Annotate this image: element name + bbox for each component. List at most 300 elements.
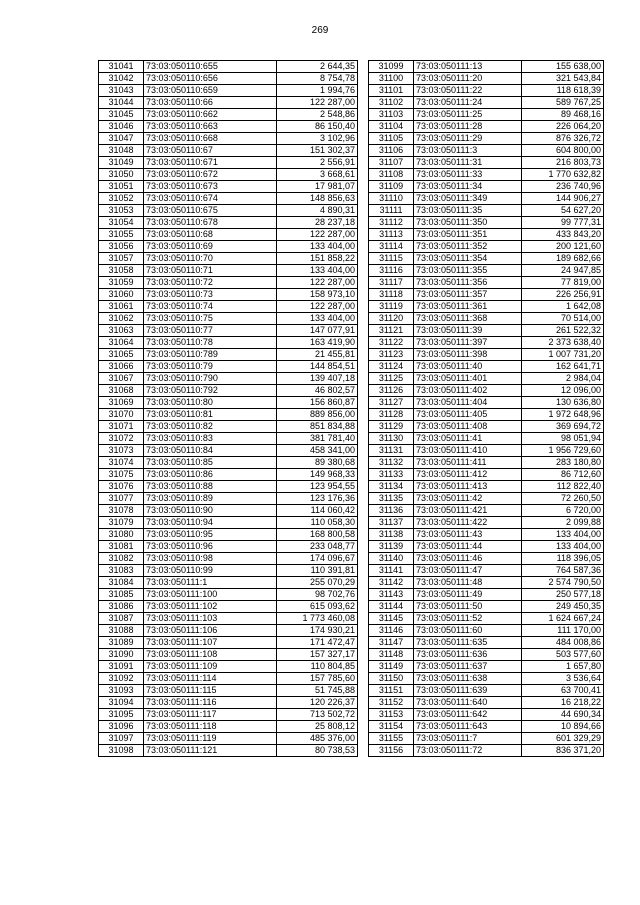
table-row [369, 133, 604, 145]
row-number: 31136 [369, 505, 414, 517]
cadastral-number: 73:03:050111:355 [414, 265, 522, 277]
row-number: 31054 [99, 217, 144, 229]
cadastral-number: 73:03:050110:99 [144, 565, 277, 577]
row-number: 31084 [99, 577, 144, 589]
cadastral-value: 114 060,42 [277, 505, 358, 517]
table-row [369, 721, 604, 733]
cadastral-value: 98 702,76 [277, 589, 358, 601]
table-row [99, 529, 358, 541]
cadastral-number: 73:03:050111:35 [414, 205, 522, 217]
row-number: 31139 [369, 541, 414, 553]
cadastral-number: 73:03:050111:118 [144, 721, 277, 733]
cadastral-number: 73:03:050111:398 [414, 349, 522, 361]
cadastral-value: 876 326,72 [522, 133, 604, 145]
table-row [99, 421, 358, 433]
table-row [369, 577, 604, 589]
cadastral-number: 73:03:050111:404 [414, 397, 522, 409]
cadastral-number: 73:03:050110:655 [144, 61, 277, 73]
row-number: 31080 [99, 529, 144, 541]
row-number: 31071 [99, 421, 144, 433]
row-number: 31123 [369, 349, 414, 361]
cadastral-value: 889 856,00 [277, 409, 358, 421]
cadastral-number: 73:03:050111:22 [414, 85, 522, 97]
row-number: 31113 [369, 229, 414, 241]
table-row [99, 553, 358, 565]
cadastral-number: 73:03:050111:60 [414, 625, 522, 637]
table-row [99, 457, 358, 469]
table-row [369, 385, 604, 397]
row-number: 31133 [369, 469, 414, 481]
cadastral-number: 73:03:050110:86 [144, 469, 277, 481]
table-row [99, 745, 358, 757]
table-row [99, 445, 358, 457]
cadastral-value: 155 638,00 [522, 61, 604, 73]
cadastral-value: 77 819,00 [522, 277, 604, 289]
row-number: 31153 [369, 709, 414, 721]
table-row [99, 625, 358, 637]
cadastral-value: 261 522,32 [522, 325, 604, 337]
table-row [369, 649, 604, 661]
row-number: 31105 [369, 133, 414, 145]
table-row [369, 397, 604, 409]
row-number: 31100 [369, 73, 414, 85]
table-row [99, 325, 358, 337]
row-number: 31126 [369, 385, 414, 397]
row-number: 31065 [99, 349, 144, 361]
cadastral-number: 73:03:050111:356 [414, 277, 522, 289]
cadastral-value: 133 404,00 [522, 541, 604, 553]
cadastral-value: 17 981,07 [277, 181, 358, 193]
row-number: 31147 [369, 637, 414, 649]
table-row [99, 289, 358, 301]
cadastral-number: 73:03:050111:361 [414, 301, 522, 313]
cadastral-value: 764 587,36 [522, 565, 604, 577]
table-row [369, 661, 604, 673]
cadastral-number: 73:03:050110:71 [144, 265, 277, 277]
row-number: 31101 [369, 85, 414, 97]
cadastral-number: 73:03:050111:421 [414, 505, 522, 517]
table-row [369, 685, 604, 697]
cadastral-value: 133 404,00 [277, 313, 358, 325]
cadastral-value: 86 150,40 [277, 121, 358, 133]
table-row [369, 541, 604, 553]
row-number: 31073 [99, 445, 144, 457]
table-row [369, 265, 604, 277]
row-number: 31060 [99, 289, 144, 301]
cadastral-value: 1 624 667,24 [522, 613, 604, 625]
cadastral-number: 73:03:050110:671 [144, 157, 277, 169]
cadastral-number: 73:03:050110:90 [144, 505, 277, 517]
row-number: 31041 [99, 61, 144, 73]
cadastral-number: 73:03:050111:352 [414, 241, 522, 253]
row-number: 31043 [99, 85, 144, 97]
table-row [99, 265, 358, 277]
table-row [99, 205, 358, 217]
row-number: 31092 [99, 673, 144, 685]
row-number: 31053 [99, 205, 144, 217]
cadastral-number: 73:03:050110:77 [144, 325, 277, 337]
cadastral-value: 63 700,41 [522, 685, 604, 697]
table-row [369, 337, 604, 349]
row-number: 31097 [99, 733, 144, 745]
cadastral-number: 73:03:050110:789 [144, 349, 277, 361]
cadastral-number: 73:03:050111:117 [144, 709, 277, 721]
cadastral-value: 123 176,36 [277, 493, 358, 505]
table-row [369, 241, 604, 253]
row-number: 31096 [99, 721, 144, 733]
row-number: 31121 [369, 325, 414, 337]
cadastral-number: 73:03:050110:81 [144, 409, 277, 421]
cadastral-number: 73:03:050110:85 [144, 457, 277, 469]
table-row [369, 217, 604, 229]
table-row [99, 61, 358, 73]
cadastral-value: 24 947,85 [522, 265, 604, 277]
table-row [369, 181, 604, 193]
cadastral-value: 250 577,18 [522, 589, 604, 601]
cadastral-value: 4 890,31 [277, 205, 358, 217]
cadastral-number: 73:03:050111:49 [414, 589, 522, 601]
table-row [99, 349, 358, 361]
table-row [369, 433, 604, 445]
table-row [99, 709, 358, 721]
row-number: 31151 [369, 685, 414, 697]
cadastral-value: 433 843,20 [522, 229, 604, 241]
row-number: 31145 [369, 613, 414, 625]
cadastral-value: 601 329,29 [522, 733, 604, 745]
cadastral-value: 851 834,88 [277, 421, 358, 433]
row-number: 31142 [369, 577, 414, 589]
table-row [99, 577, 358, 589]
row-number: 31070 [99, 409, 144, 421]
cadastral-number: 73:03:050111:41 [414, 433, 522, 445]
table-row [369, 529, 604, 541]
cadastral-number: 73:03:050110:792 [144, 385, 277, 397]
row-number: 31125 [369, 373, 414, 385]
cadastral-number: 73:03:050111:411 [414, 457, 522, 469]
cadastral-value: 503 577,60 [522, 649, 604, 661]
table-row [99, 313, 358, 325]
cadastral-number: 73:03:050111:106 [144, 625, 277, 637]
row-number: 31056 [99, 241, 144, 253]
cadastral-value: 149 968,33 [277, 469, 358, 481]
row-number: 31127 [369, 397, 414, 409]
row-number: 31146 [369, 625, 414, 637]
cadastral-value: 112 822,40 [522, 481, 604, 493]
cadastral-number: 73:03:050111:107 [144, 637, 277, 649]
row-number: 31049 [99, 157, 144, 169]
row-number: 31045 [99, 109, 144, 121]
row-number: 31081 [99, 541, 144, 553]
cadastral-number: 73:03:050110:673 [144, 181, 277, 193]
cadastral-number: 73:03:050110:67 [144, 145, 277, 157]
table-row [99, 493, 358, 505]
cadastral-value: 151 302,37 [277, 145, 358, 157]
cadastral-number: 73:03:050111:24 [414, 97, 522, 109]
cadastral-number: 73:03:050111:422 [414, 517, 522, 529]
table-row [99, 193, 358, 205]
table-row [99, 337, 358, 349]
row-number: 31152 [369, 697, 414, 709]
cadastral-number: 73:03:050111:402 [414, 385, 522, 397]
cadastral-value: 2 099,88 [522, 517, 604, 529]
cadastral-value: 139 407,18 [277, 373, 358, 385]
table-row [369, 121, 604, 133]
cadastral-number: 73:03:050111:637 [414, 661, 522, 673]
table-row [369, 157, 604, 169]
table-row [369, 229, 604, 241]
row-number: 31077 [99, 493, 144, 505]
row-number: 31048 [99, 145, 144, 157]
cadastral-number: 73:03:050110:80 [144, 397, 277, 409]
row-number: 31108 [369, 169, 414, 181]
row-number: 31114 [369, 241, 414, 253]
row-number: 31109 [369, 181, 414, 193]
cadastral-number: 73:03:050111:397 [414, 337, 522, 349]
cadastral-number: 73:03:050111:7 [414, 733, 522, 745]
cadastral-value: 10 894,66 [522, 721, 604, 733]
cadastral-number: 73:03:050111:412 [414, 469, 522, 481]
row-number: 31140 [369, 553, 414, 565]
cadastral-value: 89 468,16 [522, 109, 604, 121]
cadastral-value: 118 396,05 [522, 553, 604, 565]
row-number: 31087 [99, 613, 144, 625]
table-row [369, 373, 604, 385]
cadastral-value: 836 371,20 [522, 745, 604, 757]
cadastral-number: 73:03:050111:39 [414, 325, 522, 337]
table-row [99, 361, 358, 373]
cadastral-number: 73:03:050111:410 [414, 445, 522, 457]
cadastral-value: 110 804,85 [277, 661, 358, 673]
cadastral-value: 1 657,80 [522, 661, 604, 673]
cadastral-value: 99 777,31 [522, 217, 604, 229]
cadastral-number: 73:03:050111:121 [144, 745, 277, 757]
row-number: 31154 [369, 721, 414, 733]
cadastral-value: 3 102,96 [277, 133, 358, 145]
row-number: 31075 [99, 469, 144, 481]
row-number: 31130 [369, 433, 414, 445]
cadastral-number: 73:03:050111:638 [414, 673, 522, 685]
table-row [99, 217, 358, 229]
cadastral-value: 713 502,72 [277, 709, 358, 721]
table-row [369, 745, 604, 757]
cadastral-value: 144 854,51 [277, 361, 358, 373]
table-row [369, 613, 604, 625]
row-number: 31076 [99, 481, 144, 493]
cadastral-value: 381 781,40 [277, 433, 358, 445]
table-row [369, 277, 604, 289]
table-row [99, 613, 358, 625]
cadastral-number: 73:03:050110:79 [144, 361, 277, 373]
row-number: 31089 [99, 637, 144, 649]
row-number: 31095 [99, 709, 144, 721]
cadastral-number: 73:03:050110:68 [144, 229, 277, 241]
cadastral-number: 73:03:050111:43 [414, 529, 522, 541]
cadastral-number: 73:03:050111:102 [144, 601, 277, 613]
cadastral-value: 122 287,00 [277, 277, 358, 289]
table-row [99, 277, 358, 289]
row-number: 31132 [369, 457, 414, 469]
row-number: 31068 [99, 385, 144, 397]
cadastral-number: 73:03:050111:119 [144, 733, 277, 745]
table-row [99, 73, 358, 85]
cadastral-value: 156 860,87 [277, 397, 358, 409]
cadastral-value: 1 956 729,60 [522, 445, 604, 457]
table-row [369, 361, 604, 373]
cadastral-number: 73:03:050111:20 [414, 73, 522, 85]
cadastral-value: 98 051,94 [522, 433, 604, 445]
row-number: 31079 [99, 517, 144, 529]
cadastral-value: 157 327,17 [277, 649, 358, 661]
cadastral-number: 73:03:050111:50 [414, 601, 522, 613]
cadastral-number: 73:03:050111:351 [414, 229, 522, 241]
row-number: 31072 [99, 433, 144, 445]
cadastral-value: 72 260,50 [522, 493, 604, 505]
row-number: 31061 [99, 301, 144, 313]
cadastral-value: 226 064,20 [522, 121, 604, 133]
cadastral-number: 73:03:050111:357 [414, 289, 522, 301]
row-number: 31138 [369, 529, 414, 541]
cadastral-value: 458 341,00 [277, 445, 358, 457]
cadastral-value: 44 690,34 [522, 709, 604, 721]
row-number: 31094 [99, 697, 144, 709]
row-number: 31107 [369, 157, 414, 169]
cadastral-value: 236 740,96 [522, 181, 604, 193]
row-number: 31135 [369, 493, 414, 505]
cadastral-value: 123 954,55 [277, 481, 358, 493]
cadastral-value: 2 548,86 [277, 109, 358, 121]
table-row [99, 397, 358, 409]
table-row [99, 121, 358, 133]
cadastral-value: 21 455,81 [277, 349, 358, 361]
row-number: 31131 [369, 445, 414, 457]
row-number: 31104 [369, 121, 414, 133]
page-number: 269 [311, 25, 329, 36]
cadastral-value: 1 994,76 [277, 85, 358, 97]
cadastral-value: 174 930,21 [277, 625, 358, 637]
cadastral-value: 122 287,00 [277, 97, 358, 109]
cadastral-value: 216 803,73 [522, 157, 604, 169]
cadastral-number: 73:03:050110:94 [144, 517, 277, 529]
cadastral-value: 163 419,90 [277, 337, 358, 349]
row-number: 31128 [369, 409, 414, 421]
table-row [99, 385, 358, 397]
table-row [369, 553, 604, 565]
table-row [99, 181, 358, 193]
cadastral-value: 2 644,35 [277, 61, 358, 73]
cadastral-number: 73:03:050110:75 [144, 313, 277, 325]
cadastral-number: 73:03:050110:678 [144, 217, 277, 229]
table-row [99, 685, 358, 697]
table-row [99, 133, 358, 145]
table-row [99, 109, 358, 121]
cadastral-number: 73:03:050111:405 [414, 409, 522, 421]
row-number: 31134 [369, 481, 414, 493]
cadastral-number: 73:03:050110:84 [144, 445, 277, 457]
cadastral-value: 2 984,04 [522, 373, 604, 385]
cadastral-table-left [98, 60, 358, 757]
cadastral-number: 73:03:050110:74 [144, 301, 277, 313]
cadastral-value: 12 096,00 [522, 385, 604, 397]
cadastral-number: 73:03:050110:95 [144, 529, 277, 541]
row-number: 31058 [99, 265, 144, 277]
table-row [99, 649, 358, 661]
table-row [369, 517, 604, 529]
cadastral-number: 73:03:050111:642 [414, 709, 522, 721]
row-number: 31115 [369, 253, 414, 265]
cadastral-number: 73:03:050110:89 [144, 493, 277, 505]
cadastral-value: 233 048,77 [277, 541, 358, 553]
cadastral-number: 73:03:050111:72 [414, 745, 522, 757]
row-number: 31124 [369, 361, 414, 373]
table-row [99, 637, 358, 649]
row-number: 31111 [369, 205, 414, 217]
row-number: 31083 [99, 565, 144, 577]
cadastral-value: 8 754,78 [277, 73, 358, 85]
row-number: 31046 [99, 121, 144, 133]
row-number: 31141 [369, 565, 414, 577]
cadastral-value: 130 636,80 [522, 397, 604, 409]
row-number: 31052 [99, 193, 144, 205]
cadastral-number: 73:03:050110:672 [144, 169, 277, 181]
cadastral-number: 73:03:050110:82 [144, 421, 277, 433]
cadastral-value: 1 642,08 [522, 301, 604, 313]
cadastral-value: 615 093,62 [277, 601, 358, 613]
row-number: 31066 [99, 361, 144, 373]
row-number: 31093 [99, 685, 144, 697]
table-row [369, 61, 604, 73]
row-number: 31103 [369, 109, 414, 121]
cadastral-value: 133 404,00 [277, 265, 358, 277]
row-number: 31088 [99, 625, 144, 637]
row-number: 31118 [369, 289, 414, 301]
table-row [99, 517, 358, 529]
table-row [99, 145, 358, 157]
table-row [369, 109, 604, 121]
table-row [99, 661, 358, 673]
cadastral-value: 158 973,10 [277, 289, 358, 301]
cadastral-number: 73:03:050110:656 [144, 73, 277, 85]
row-number: 31044 [99, 97, 144, 109]
cadastral-number: 73:03:050110:668 [144, 133, 277, 145]
cadastral-value: 133 404,00 [522, 529, 604, 541]
row-number: 31143 [369, 589, 414, 601]
table-row [369, 445, 604, 457]
cadastral-number: 73:03:050111:413 [414, 481, 522, 493]
table-row [369, 169, 604, 181]
table-row [99, 565, 358, 577]
cadastral-value: 1 972 648,96 [522, 409, 604, 421]
table-row [99, 157, 358, 169]
row-number: 31119 [369, 301, 414, 313]
cadastral-number: 73:03:050111:114 [144, 673, 277, 685]
table-row [369, 709, 604, 721]
cadastral-number: 73:03:050111:368 [414, 313, 522, 325]
cadastral-number: 73:03:050110:78 [144, 337, 277, 349]
row-number: 31063 [99, 325, 144, 337]
cadastral-number: 73:03:050111:28 [414, 121, 522, 133]
cadastral-number: 73:03:050111:408 [414, 421, 522, 433]
table-row [369, 73, 604, 85]
table-row [99, 481, 358, 493]
row-number: 31129 [369, 421, 414, 433]
row-number: 31156 [369, 745, 414, 757]
table-row [369, 493, 604, 505]
cadastral-value: 25 808,12 [277, 721, 358, 733]
cadastral-value: 46 802,57 [277, 385, 358, 397]
cadastral-number: 73:03:050110:72 [144, 277, 277, 289]
cadastral-number: 73:03:050110:83 [144, 433, 277, 445]
table-row [369, 697, 604, 709]
